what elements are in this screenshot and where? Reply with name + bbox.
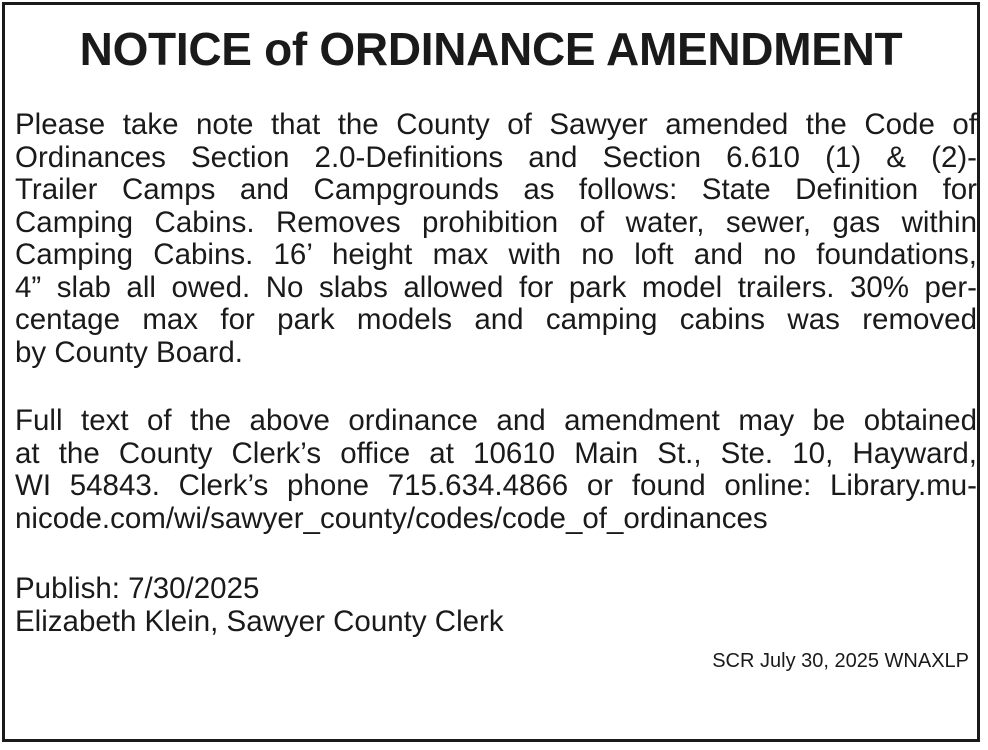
legal-notice [2, 2, 980, 742]
text-line: by County Board. [15, 335, 243, 369]
publish-date: Publish: 7/30/2025 [15, 572, 260, 605]
notice-paragraph-amendment [15, 109, 977, 369]
text-line: at the County Clerk’s office at 10610 Main St., Ste. 10, Hayward, [15, 436, 977, 470]
text-line: Full text of the above ordinance and amendment may be obtained [15, 404, 977, 437]
text-line: Camping Cabins. Removes prohibition of water, sewer, gas within [15, 205, 977, 239]
publish-block [15, 573, 504, 638]
text-line: Ordinances Section 2.0-Definitions and Section 6.610 (1) & (2)- [15, 140, 977, 174]
notice-paragraph-full-text [15, 405, 977, 535]
text-line: Please take note that the County of Sawyer amended the Code of [15, 108, 977, 141]
text-line: WI 54843. Clerk’s phone 715.634.4866 or found online: Library.mu- [15, 469, 977, 502]
publication-code: SCR July 30, 2025 WNAXLP [712, 650, 969, 672]
text-line: centage max for park models and camping cabins was removed [15, 303, 977, 336]
text-line: 4” slab all owed. No slabs allowed for park model trailers. 30% per- [15, 270, 977, 304]
text-line: Trailer Camps and Campgrounds as follows: State Definition for [15, 173, 977, 206]
text-line: Camping Cabins. 16’ height max with no loft and no foundations, [15, 238, 977, 271]
signature: Elizabeth Klein, Sawyer County Clerk [15, 604, 504, 638]
notice-title: NOTICE of ORDINANCE AMENDMENT [79, 23, 903, 75]
text-line: nicode.com/wi/sawyer_county/codes/code_of_ordinances [15, 501, 768, 535]
